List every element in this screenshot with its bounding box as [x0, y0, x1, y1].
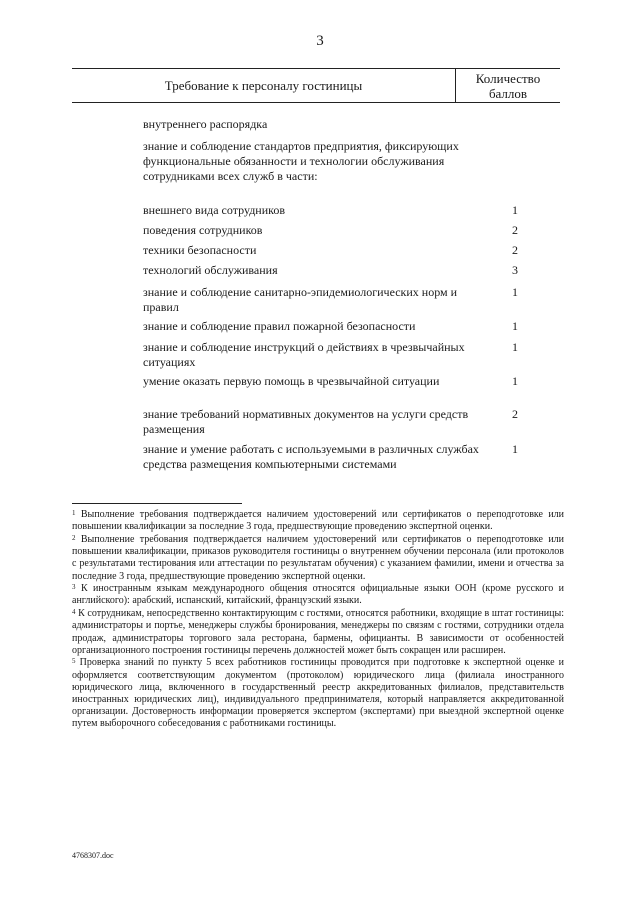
- row-text: техники безопасности: [143, 243, 257, 257]
- row-text: знание и соблюдение санитарно-эпидемиологических норм и правил: [143, 285, 458, 314]
- footnote: [72, 583, 564, 607]
- page-number: 3: [316, 33, 324, 49]
- row-text: внутреннего распорядка: [143, 117, 268, 131]
- footnote-mark: 2: [72, 533, 76, 542]
- row-text: умение оказать первую помощь в чрезвычайной ситуации: [143, 374, 440, 388]
- footnote: [72, 534, 564, 583]
- footnote-mark: 3: [72, 583, 76, 592]
- row-points: 2: [512, 243, 518, 257]
- document-id: 4768307.doc: [72, 851, 114, 860]
- footnote: [72, 509, 564, 533]
- footnote-text: Выполнение требования подтверждается наличием удостоверений или сертификатов о переподготовке или повышении квалификации, приказов руководителя гостиницы о внутреннем обучении персонала (или протоколов с результатами тестирования или аттестации по результатам обучения) с указанием фамилии, имени и отчества за последние 3 года, предшествующие проведению экспертной оценки.: [72, 533, 565, 582]
- row-points: 1: [512, 203, 518, 217]
- row-points: 2: [512, 223, 518, 237]
- footnote-mark: 4: [72, 608, 76, 617]
- row-text: знание и соблюдение инструкций о действиях в чрезвычайных ситуациях: [143, 340, 465, 369]
- header-points-line2: баллов: [488, 86, 528, 101]
- footnote-text: К сотрудникам, непосредственно контактирующим с гостями, относятся работники, входящие в штат гостиницы: администраторы и портье, менеджеры службы бронирования, менеджеры по связям с гостями, сотрудники отдела продаж, администраторы торгового зала ресторана, бармены, официанты. В зависимости от особенностей организационного построения гостиницы перечень должностей может быть сокращен или расширен.: [72, 608, 564, 656]
- footnote-mark: 1: [72, 509, 76, 517]
- table-header: [72, 68, 560, 103]
- row-text: поведения сотрудников: [143, 223, 263, 237]
- row-points: 1: [512, 340, 518, 354]
- footnotes: [72, 509, 564, 731]
- row-text: знание и умение работать с используемыми в различных службах средства размещения компьютерными системами: [143, 442, 479, 471]
- row-points: 1: [512, 285, 518, 299]
- row-points: 1: [512, 319, 518, 333]
- row-text: знание и соблюдение правил пожарной безопасности: [143, 319, 416, 333]
- footnote: [72, 657, 564, 730]
- row-text: знание и соблюдение стандартов предприятия, фиксирующих функциональные обязанности и технологии обслуживания сотрудниками всех служб в части:: [143, 139, 459, 183]
- row-points: 1: [512, 442, 518, 456]
- header-points: [456, 71, 560, 101]
- footnote: [72, 608, 564, 657]
- row-text: знание требований нормативных документов на услуги средств размещения: [143, 407, 469, 436]
- header-points-line1: Количество: [475, 71, 541, 86]
- footnote-text: К иностранным языкам международного общения относятся официальные языки ООН (кроме русского и английского): арабский, испанский, китайский, французский языки.: [72, 583, 564, 607]
- row-text: внешнего вида сотрудников: [143, 203, 286, 217]
- footnote-text: Выполнение требования подтверждается наличием удостоверений или сертификатов о переподготовке или повышении квалификации за последние 3 года, предшествующие проведению экспертной оценки.: [72, 509, 565, 533]
- footnote-separator: [72, 503, 242, 504]
- footnote-mark: 5: [72, 657, 76, 666]
- row-points: 3: [512, 263, 518, 277]
- footnote-text: Проверка знаний по пункту 5 всех работников гостиницы проводится при подготовке к экспертной оценке и оформляется соответствующим документом (протоколом) юридического лица (филиала иностранного юридического лица, включенного в государственный реестр аккредитованных филиалов, представительств иностранных юридических лиц), индивидуального предпринимателя, который направляется аккредитованной организации. Достоверность информации проверяется экспертом (экспертами) при выездной экспертной оценке путем выборочного собеседования с работниками гостиницы.: [72, 657, 564, 730]
- row-text: технологий обслуживания: [143, 263, 278, 277]
- header-requirement: Требование к персоналу гостиницы: [164, 77, 363, 93]
- row-points: 2: [512, 407, 518, 421]
- row-points: 1: [512, 374, 518, 388]
